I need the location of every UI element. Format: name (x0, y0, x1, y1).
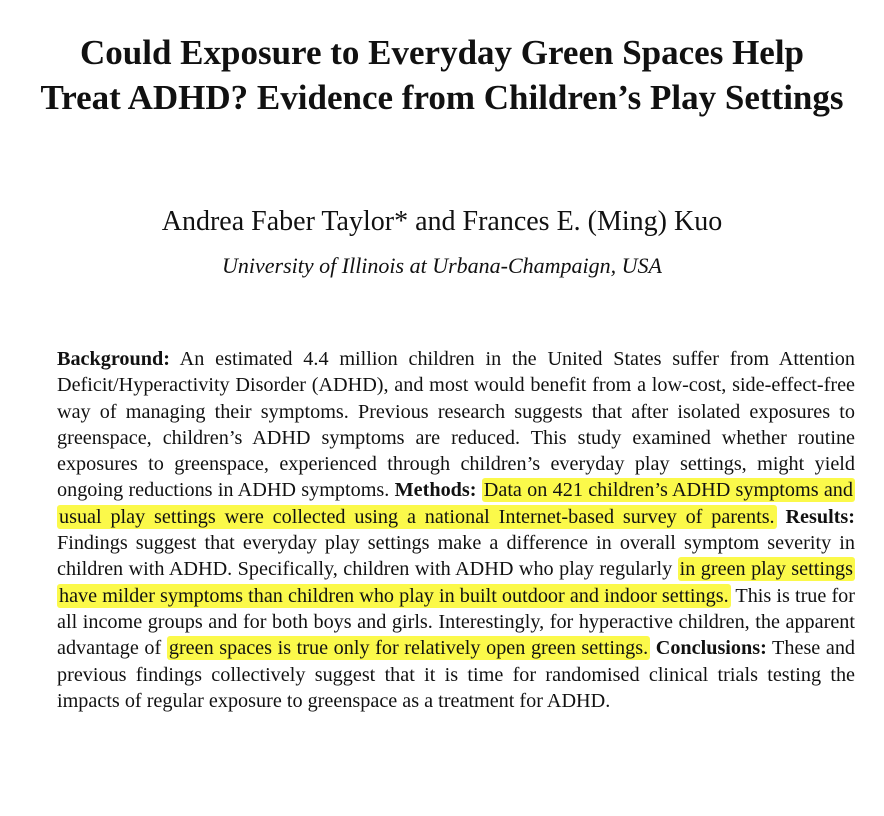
results-label: Results: (785, 505, 856, 528)
background-text: An estimated 4.4 million children in the United States suffer from Attention Deficit/Hyperactivity Disorder (ADHD), and most would benefit from a low-cost, side-effect-free way of managing their symptoms. Previous research suggests that after isolated exposures to greenspace, children’s ADHD symptoms are reduced. This study examined whether routine exposures to greenspace, experienced through children’s everyday play settings, might yield ongoing reductions in ADHD symptoms. (57, 348, 855, 502)
conclusions-label: Conclusions: (655, 637, 767, 660)
results-text: Findings suggest that everyday play settings make a difference in overall symptom severity in children with ADHD. Specifically, children with ADHD who play regularly (57, 532, 855, 581)
abstract-paragraph (57, 346, 855, 714)
paper-affiliation: University of Illinois at Urbana-Champaign, USA (222, 253, 662, 278)
paper-authors: Andrea Faber Taylor* and Frances E. (Ming) Kuo (161, 206, 723, 237)
methods-label: Methods: (394, 479, 477, 502)
results-text-2: This is true for all income groups and for both boys and girls. Interestingly, for hyperactive children, the apparent advantage of (57, 584, 855, 660)
results-highlight-2: green spaces is true only for relatively open green settings. (168, 637, 649, 660)
results-highlight-1: in green play settings have milder symptoms than children who play in built outdoor and indoor settings. (59, 558, 853, 607)
paper-title: Could Exposure to Everyday Green Spaces Help Treat ADHD? Evidence from Children’s Play Settings (40, 33, 844, 117)
methods-highlight: Data on 421 children’s ADHD symptoms and usual play settings were collected using a national Internet-based survey of parents. (59, 479, 853, 528)
background-label: Background: (57, 348, 170, 370)
conclusions-text: These and previous findings collectively suggest that it is time for randomised clinical trials testing the impacts of regular exposure to greenspace as a treatment for ADHD. (57, 637, 856, 712)
